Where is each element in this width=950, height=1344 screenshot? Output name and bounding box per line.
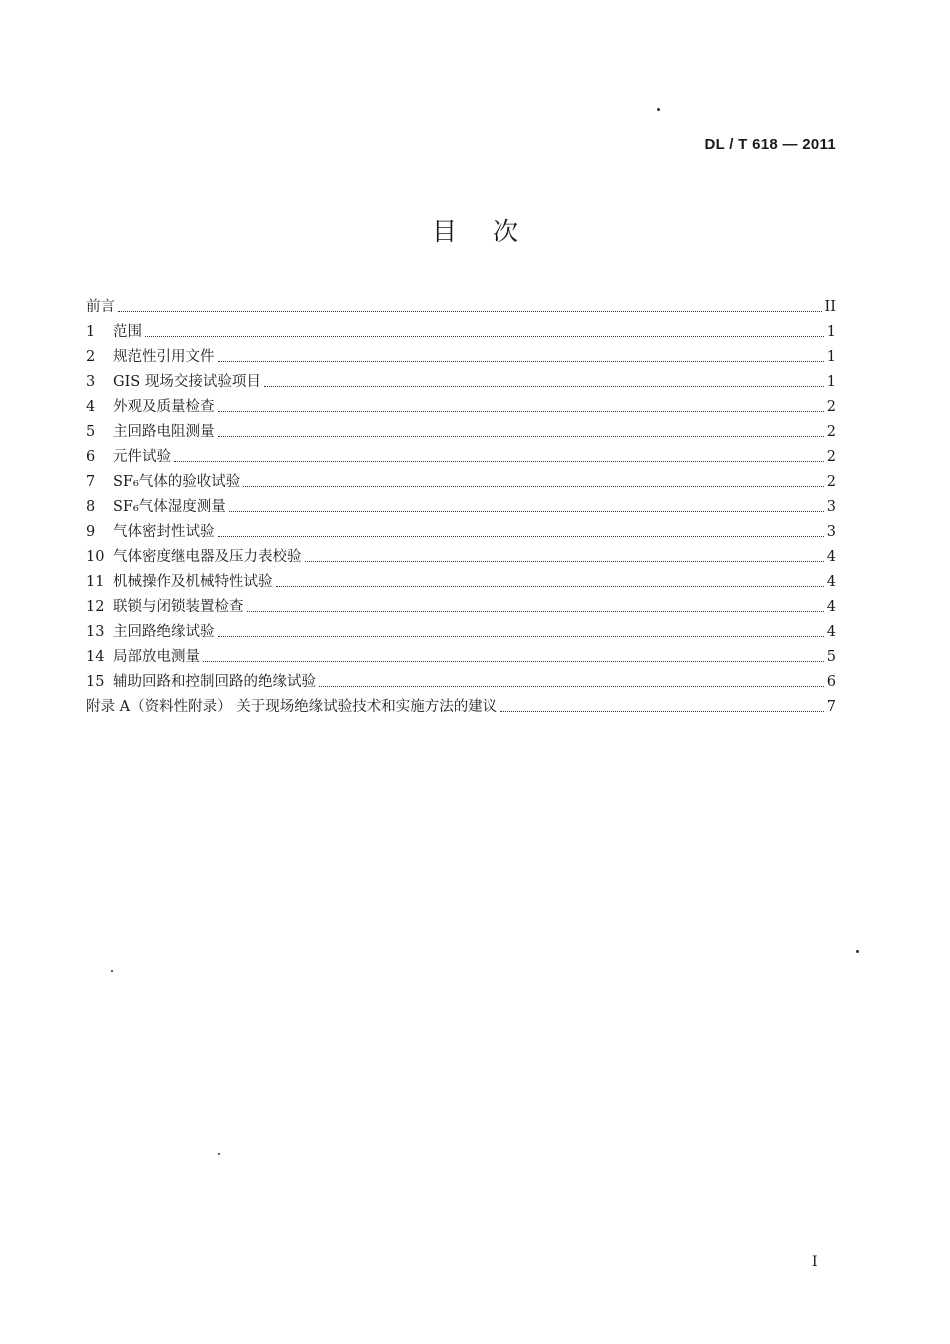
page-title: 目次 — [431, 217, 554, 246]
toc-entry-13[interactable] — [86, 617, 836, 642]
dot-leader — [218, 435, 824, 437]
dot-leader — [174, 460, 824, 462]
toc-entry-label: 局部放电测量 — [113, 649, 200, 665]
toc-entry-label: 气体密度继电器及压力表校验 — [113, 549, 302, 565]
dot-leader — [118, 310, 822, 312]
dot-leader — [243, 485, 823, 487]
toc-entry-label: 外观及质量检查 — [113, 399, 215, 415]
toc-entry-14[interactable] — [86, 642, 836, 667]
toc-entry-page: 4 — [826, 549, 836, 565]
dot-leader — [500, 710, 824, 712]
toc-entry-10[interactable] — [86, 542, 836, 567]
toc-entry-2[interactable] — [86, 342, 836, 367]
toc-entry-4[interactable] — [86, 392, 836, 417]
document-code: DL / T 618 — 2011 — [704, 136, 836, 153]
toc-entry-page: 4 — [826, 574, 836, 590]
toc-entry-15[interactable] — [86, 667, 836, 692]
toc-entry-label: 范围 — [113, 324, 142, 340]
dot-leader — [264, 385, 824, 387]
toc-entry-page: 1 — [826, 349, 836, 365]
toc-entry-page: II — [824, 299, 836, 315]
toc-entry-label: SF₆气体湿度测量 — [113, 499, 226, 515]
toc-entry-label: 气体密封性试验 — [113, 524, 215, 540]
toc-entry-label: 元件试验 — [113, 449, 171, 465]
toc-entry-page: 4 — [826, 599, 836, 615]
toc-entry-number: 8 — [86, 499, 96, 515]
toc-entry-page: 4 — [826, 624, 836, 640]
scan-speck — [218, 1153, 220, 1155]
toc-entry-page: 2 — [826, 424, 836, 440]
scan-speck — [856, 950, 859, 953]
toc-entry-number: 13 — [86, 624, 105, 640]
toc-entry-number: 7 — [86, 474, 96, 490]
toc-entry-number: 1 — [86, 324, 96, 340]
toc-entry-label: 规范性引用文件 — [113, 349, 215, 365]
toc-entry-page: 1 — [826, 324, 836, 340]
toc-entry-page: 2 — [826, 474, 836, 490]
toc-entry-label: 前言 — [86, 299, 115, 315]
toc-entry-page: 2 — [826, 399, 836, 415]
dot-leader — [276, 585, 824, 587]
toc-entry-number: 14 — [86, 649, 105, 665]
toc-entry-page: 6 — [826, 674, 836, 690]
toc-entry-number: 9 — [86, 524, 96, 540]
toc-entry-label: 主回路绝缘试验 — [113, 624, 215, 640]
toc-entry-page: 3 — [826, 524, 836, 540]
toc-entry-number: 10 — [86, 549, 105, 565]
toc-entry-page: 1 — [826, 374, 836, 390]
toc-entry-label: 主回路电阻测量 — [113, 424, 215, 440]
toc-entry-number: 11 — [86, 574, 105, 590]
toc-entry-number: 6 — [86, 449, 96, 465]
dot-leader — [305, 560, 824, 562]
toc-entry-12[interactable] — [86, 592, 836, 617]
dot-leader — [247, 610, 824, 612]
toc-entry-number: 5 — [86, 424, 96, 440]
toc-entry-8[interactable] — [86, 492, 836, 517]
toc-entry-appendix-a[interactable] — [86, 692, 836, 717]
toc-entry-label: GIS 现场交接试验项目 — [113, 374, 261, 390]
toc-entry-label: 辅助回路和控制回路的绝缘试验 — [113, 674, 316, 690]
dot-leader — [218, 535, 824, 537]
toc-entry-label: 机械操作及机械特性试验 — [113, 574, 273, 590]
toc-entry-number: 4 — [86, 399, 96, 415]
toc-entry-label: 附录 A（资料性附录） 关于现场绝缘试验技术和实施方法的建议 — [86, 699, 498, 715]
dot-leader — [203, 660, 824, 662]
toc-entry-1[interactable] — [86, 317, 836, 342]
dot-leader — [229, 510, 824, 512]
scan-speck — [111, 970, 113, 972]
toc-entry-5[interactable] — [86, 417, 836, 442]
toc-entry-label: SF₆气体的验收试验 — [113, 474, 241, 490]
page-number: I — [812, 1254, 818, 1270]
toc-entry-page: 5 — [826, 649, 836, 665]
dot-leader — [218, 360, 824, 362]
toc-entry-9[interactable] — [86, 517, 836, 542]
dot-leader — [218, 410, 824, 412]
toc-entry-11[interactable] — [86, 567, 836, 592]
dot-leader — [145, 335, 824, 337]
toc-entry-number: 2 — [86, 349, 96, 365]
dot-leader — [319, 685, 824, 687]
toc-entry-3[interactable] — [86, 367, 836, 392]
toc-entry-page: 7 — [826, 699, 836, 715]
toc-entry-number: 12 — [86, 599, 105, 615]
toc-entry-6[interactable] — [86, 442, 836, 467]
dot-leader — [218, 635, 824, 637]
toc-entry-7[interactable] — [86, 467, 836, 492]
scan-speck — [657, 108, 660, 111]
toc-entry-page: 2 — [826, 449, 836, 465]
toc-entry-foreword[interactable] — [86, 292, 836, 317]
toc-entry-number: 3 — [86, 374, 96, 390]
table-of-contents — [86, 292, 836, 717]
toc-entry-page: 3 — [826, 499, 836, 515]
toc-entry-number: 15 — [86, 674, 105, 690]
toc-entry-label: 联锁与闭锁装置检查 — [113, 599, 244, 615]
